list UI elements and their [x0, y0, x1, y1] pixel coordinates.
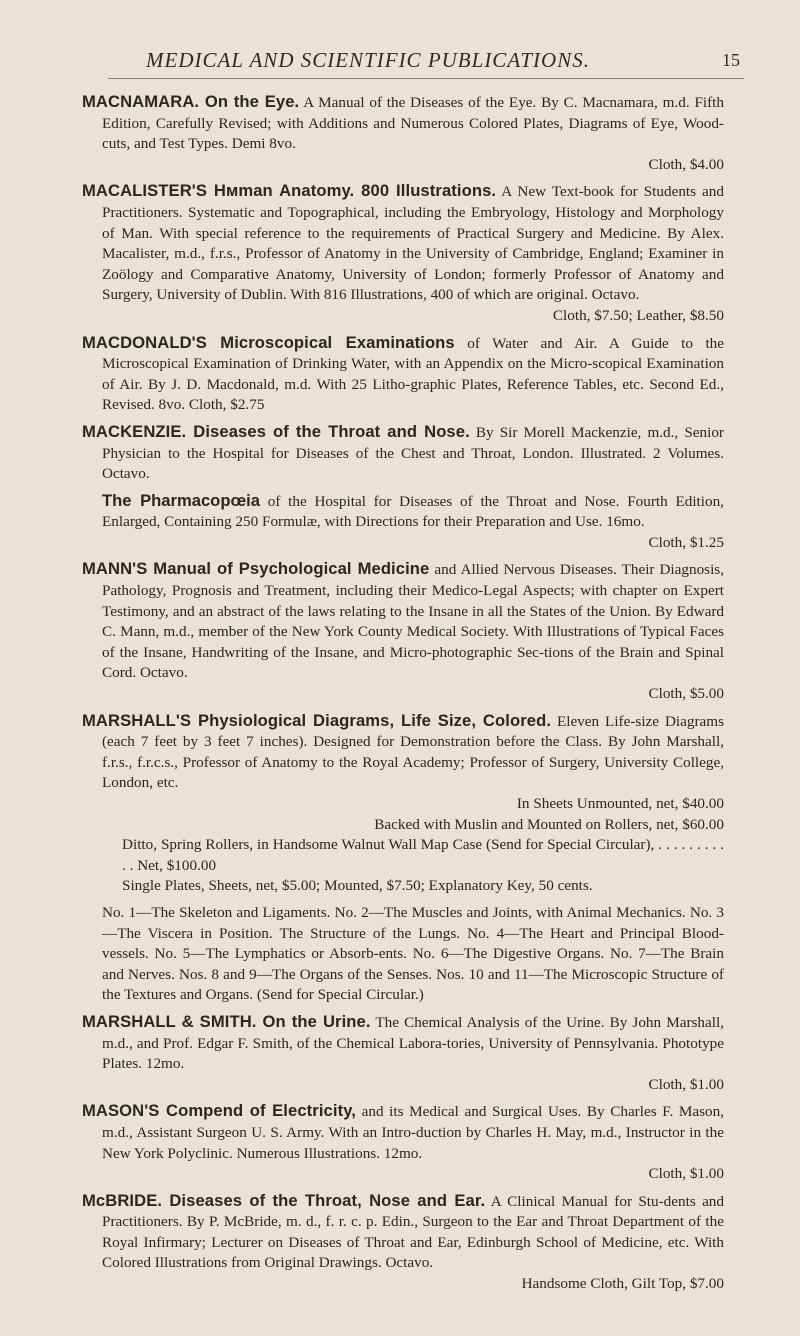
- header-rule: [108, 78, 744, 79]
- entry-mackenzie: [82, 422, 724, 485]
- entry-description: and its Medical and Surgical Uses. By Charles F. Mason, m.d., Assistant Surgeon U. S. Army. With an Intro-duction by Charles H. May, m.d., Instructor in the New York Polyclinic. Numerous Illustrations. 12mo.: [102, 1103, 724, 1162]
- entry-macnamara: [82, 92, 724, 175]
- entry-heading: MARSHALL & SMITH. On the Urine.: [82, 1011, 371, 1031]
- entry-pharmacopoeia: [82, 491, 724, 554]
- entry-heading: MACKENZIE. Diseases of the Throat and Nose.: [82, 421, 470, 441]
- running-title: MEDICAL AND SCIENTIFIC PUBLICATIONS.: [146, 48, 590, 72]
- entry-description: of the Hospital for Diseases of the Throat and Nose. Fourth Edition, Enlarged, Containing 250 Formulæ, with Directions for their Preparation and Use. 16mo.: [102, 492, 724, 531]
- entry-description: The Chemical Analysis of the Urine. By John Marshall, m.d., and Prof. Edgar F. Smith, of the Chemical Labora-tories, University of Pennsylvania. Phototype Plates. 12mo.: [102, 1013, 724, 1073]
- price-single-plates: Single Plates, Sheets, net, $5.00; Mounted, $7.50; Explanatory Key, 50 cents.: [122, 877, 593, 895]
- entry-price: Cloth, $5.00: [648, 685, 724, 703]
- entry-mason: [82, 1101, 724, 1184]
- diagram-contents-list: No. 1—The Skeleton and Ligaments. No. 2—The Muscles and Joints, with Animal Mechanics. No. 3—The Viscera in Position. The Structure of the Lungs. No. 4—The Heart and Principal Blood-vessels. No. 5—The Lymphatics or Absorb-ents. No. 6—The Digestive Organs. No. 7—The Brain and Nerves. Nos. 8 and 9—The Organs of the Senses. Nos. 10 and 11—The Microscopic Structure of the Textures and Organs. (Send for Special Circular.): [102, 903, 724, 1004]
- entry-description: of Water and Air. A Guide to the Microscopical Examination of Drinking Water, with an Appendix on the Micro-scopical Examination of Air. By J. D. Macdonald, m.d. With 25 Litho-graphic Plates, Reference Tables, etc. Second Ed., Revised. 8vo. Cloth, $2.75: [102, 334, 725, 414]
- entry-heading: MARSHALL'S Physiological Diagrams, Life Size, Colored.: [82, 710, 552, 730]
- entry-mann: [82, 559, 724, 704]
- entry-macdonald: [82, 333, 724, 416]
- entry-price: Cloth, $1.25: [648, 533, 724, 551]
- entry-heading: MACDONALD'S Microscopical Examinations: [82, 332, 455, 352]
- entry-heading: MANN'S Manual of Psychological Medicine: [82, 559, 430, 579]
- entry-description: and Allied Nervous Diseases. Their Diagnosis, Pathology, Prognosis and Treatment, including their Medico-Legal Aspects; with chapter on Expert Testimony, and an abstract of the laws relating to the Insane in all the States of the Union. By Edward C. Mann, m.d., member of the New York County Medical Society. With Illustrations of Typical Faces of the Insane, Handwriting of the Insane, and Micro-photographic Sec-tions of the Brain and Spinal Cord. Octavo.: [102, 561, 725, 682]
- entry-heading: MASON'S Compend of Electricity,: [82, 1101, 357, 1121]
- entry-heading: MACNAMARA. On the Eye.: [82, 92, 300, 111]
- entry-heading: McBRIDE. Diseases of the Throat, Nose and Ear.: [82, 1190, 486, 1210]
- entry-description: A Manual of the Diseases of the Eye. By C. Macnamara, m.d. Fifth Edition, Carefully Revised; with Additions and Numerous Colored Plates, Diagrams of Eye, Wood-cuts, and Test Types. Demi 8vo.: [102, 94, 724, 153]
- entry-price: Cloth, $1.00: [648, 1165, 724, 1183]
- running-head: [0, 48, 800, 78]
- price-spring-rollers: Ditto, Spring Rollers, in Handsome Walnut Wall Map Case (Send for Special Circular), . . . . . . . . . . . Net, $100.00: [122, 836, 724, 874]
- entry-price: Handsome Cloth, Gilt Top, $7.00: [521, 1275, 724, 1293]
- entry-heading: The Pharmacopœia: [102, 490, 260, 510]
- entry-price: Cloth, $7.50; Leather, $8.50: [552, 306, 724, 324]
- entry-heading: MACALISTER'S Hᴍman Anatomy. 800 Illustrations.: [82, 181, 497, 201]
- price-unmounted: In Sheets Unmounted, net, $40.00: [516, 795, 724, 812]
- entry-description: A Clinical Manual for Stu-dents and Practitioners. By P. McBride, m. d., f. r. c. p. Edin., Surgeon to the Ear and Throat Department of the Royal Infirmary; Lecturer on Diseases of Throat and Ear, Edinburgh School of Medicine, etc. With Colored Illustrations from Original Drawings. Octavo.: [102, 1192, 724, 1272]
- entry-description: A New Text-book for Students and Practitioners. Systematic and Topographical, including the Embryology, Histology and Morphology of Man. With special reference to the requirements of Practical Surgery and Medicine. By Alex. Macalister, m.d., f.r.s., Professor of Anatomy in the University of Cambridge, England; Examiner in Zoölogy and Comparative Anatomy, University of London; formerly Professor of Anatomy and Surgery, University of Dublin. With 816 Illustrations, 400 of which are original. Octavo.: [102, 183, 724, 304]
- entry-marshall-diagrams: [82, 711, 724, 897]
- catalog-body: [82, 92, 724, 1301]
- entry-price: Cloth, $1.00: [648, 1075, 724, 1093]
- entry-marshall-smith: [82, 1012, 724, 1095]
- entry-description: By Sir Morell Mackenzie, m.d., Senior Physician to the Hospital for Diseases of the Chest and Throat, London. Illustrated. 2 Volumes. Octavo.: [102, 423, 724, 483]
- entry-description: Eleven Life-size Diagrams (each 7 feet by 3 feet 7 inches). Designed for Demonstration before the Class. By John Marshall, f.r.s., f.r.c.s., Professor of Anatomy to the Royal Academy; Professor of Surgery, University College, London, etc.: [102, 712, 724, 792]
- price-mounted: Backed with Muslin and Mounted on Rollers, net, $60.00: [374, 815, 724, 833]
- entry-macalister: [82, 181, 724, 326]
- entry-mcbride: [82, 1191, 724, 1295]
- entry-price: Cloth, $4.00: [648, 155, 724, 173]
- page-number: 15: [722, 50, 740, 70]
